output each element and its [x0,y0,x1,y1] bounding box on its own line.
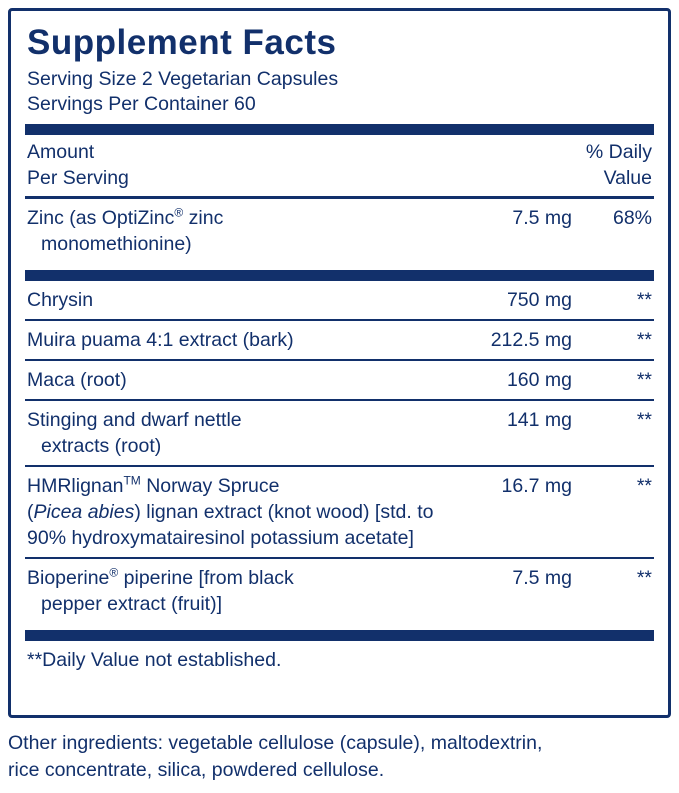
registered-trademark-icon: ® [109,565,119,580]
nutrient-name-line2-cont: ) lignan extract (knot wood) [std. to [134,501,434,523]
serving-size-text: Serving Size 2 Vegetarian Capsules [27,68,339,90]
other-ingredients-line2: rice concentrate, silica, powdered cellulose. [8,759,385,781]
nutrient-amount: 160 mg [506,369,572,391]
nutrient-daily-value: ** [636,409,652,431]
nutrient-name: Chrysin [27,289,94,311]
nutrient-amount: 750 mg [506,289,572,311]
amount-header-line1: Amount [27,141,95,163]
registered-trademark-icon: ® [174,205,184,220]
nutrient-amount: 7.5 mg [512,567,572,589]
nutrient-name-line1 [27,473,450,499]
nutrient-name-text: HMRlignan [27,475,124,497]
nutrient-name-line2: pepper extract (fruit)] [41,593,222,615]
nutrient-name [25,565,454,617]
trademark-icon: TM [123,473,141,488]
nutrient-name [25,205,454,257]
dv-header-line2: Value [603,167,652,189]
daily-value-footnote: **Daily Value not established. [27,649,282,671]
nutrient-name-line1 [27,205,450,231]
divider-thick-top [25,124,654,135]
nutrient-amount: 16.7 mg [501,475,572,497]
column-headers [25,135,654,196]
nutrient-name-text: Zinc (as OptiZinc [27,207,175,229]
nutrient-daily-value: ** [636,475,652,497]
botanical-name: Picea abies [33,501,135,523]
nutrient-name-text-cont: piperine [from black [118,567,294,589]
nutrient-name-text-cont: Norway Spruce [140,475,280,497]
nutrient-amount: 141 mg [506,409,572,431]
table-row [25,467,654,557]
table-row [25,281,654,319]
divider-thick-mid [25,270,654,281]
table-row [25,361,654,399]
table-row [25,321,654,359]
nutrient-name-line2: monomethionine) [41,233,192,255]
amount-header-line2: Per Serving [27,167,129,189]
nutrient-amount: 7.5 mg [512,207,572,229]
supplement-facts-panel [8,8,671,718]
table-row [25,401,654,465]
nutrient-name-line1: Stinging and dwarf nettle [27,409,242,431]
table-row [25,559,654,623]
nutrient-daily-value: ** [636,289,652,311]
nutrient-name: Maca (root) [27,369,127,391]
nutrient-daily-value: ** [636,369,652,391]
nutrient-name [25,407,454,459]
amount-header [25,139,532,191]
nutrient-name-line3: 90% hydroxymatairesinol potassium acetate] [27,527,414,549]
nutrient-daily-value: ** [636,329,652,351]
other-ingredients [8,730,673,784]
nutrient-name-line1 [27,565,450,591]
nutrient-daily-value: ** [636,567,652,589]
nutrient-name-text-cont: zinc [183,207,224,229]
nutrient-daily-value: 68% [612,207,652,229]
dv-header-line1: % Daily [585,141,652,163]
nutrient-name: Muira puama 4:1 extract (bark) [27,329,294,351]
other-ingredients-line1: Other ingredients: vegetable cellulose (capsule), maltodextrin, [8,732,543,754]
table-row [25,199,654,263]
nutrient-name [25,473,454,551]
nutrient-name-line2: extracts (root) [41,435,162,457]
daily-value-header [532,139,654,191]
divider-thick-bottom [25,630,654,641]
servings-per-container-text: Servings Per Container 60 [27,93,256,115]
paren-open: ( [27,501,34,523]
nutrient-name-text: Bioperine [27,567,110,589]
nutrient-name-line2 [27,499,450,525]
panel-title: Supplement Facts [27,23,337,62]
nutrient-amount: 212.5 mg [490,329,572,351]
